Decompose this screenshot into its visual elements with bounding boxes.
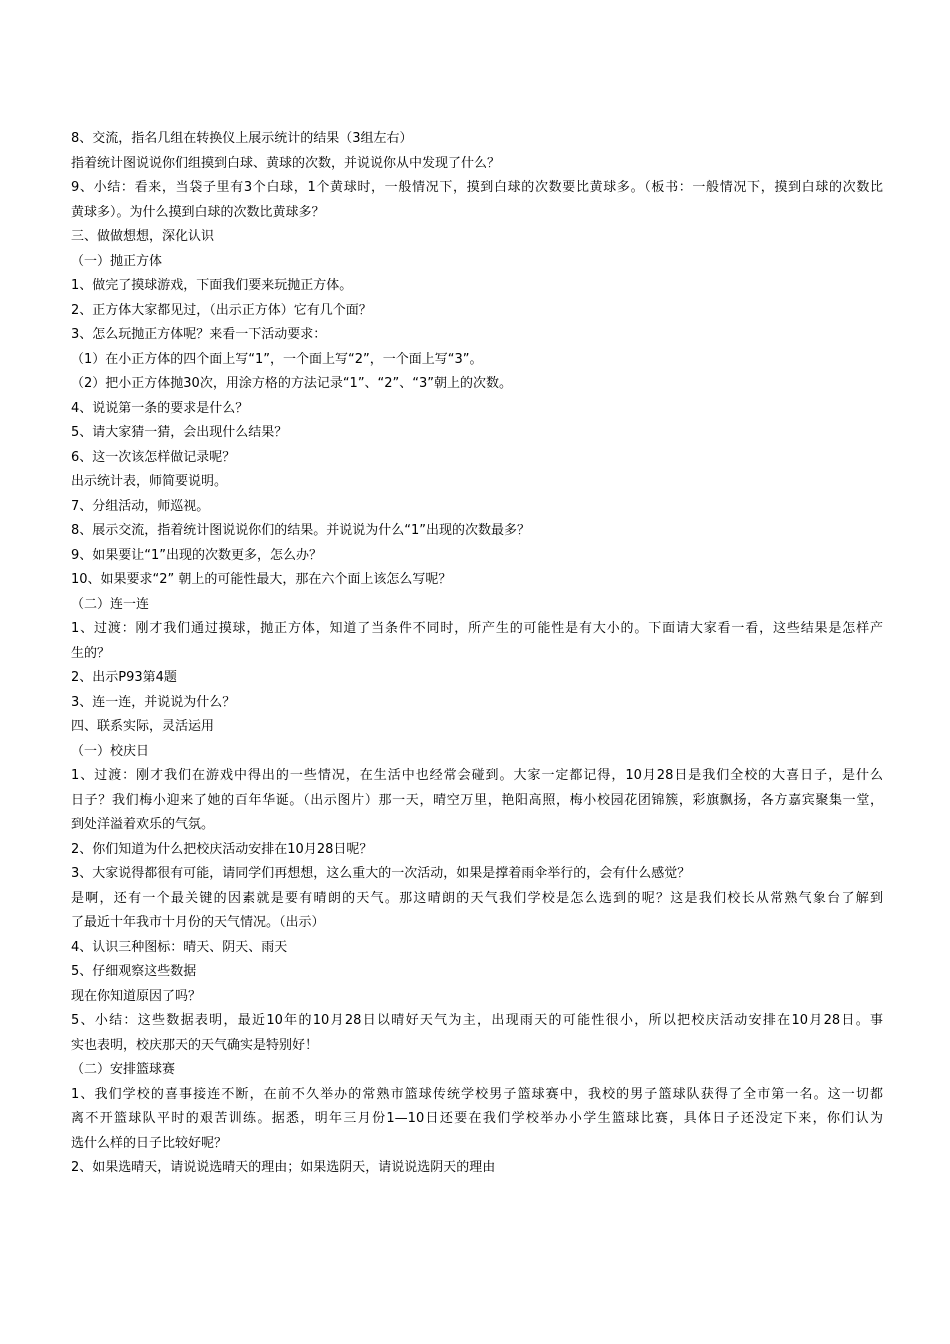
text-line: （1）在小正方体的四个面上写“1”，一个面上写“2”，一个面上写“3”。 (71, 351, 483, 367)
text-line: 出示统计表，师简要说明。 (71, 474, 228, 489)
text-line: （二）安排篮球赛 (71, 1062, 176, 1077)
text-line: 10、如果要求“2” 朝上的可能性最大，那在六个面上该怎么写呢？ (71, 572, 452, 587)
text-line: （一）校庆日 (71, 743, 150, 759)
text-line: 8、展示交流，指着统计图说说你们的结果。并说说为什么“1”出现的次数最多？ (71, 523, 531, 538)
text-line: 选什么样的日子比较好呢？ (71, 1135, 228, 1151)
text-line: 3、怎么玩抛正方体呢？来看一下活动要求： (71, 327, 327, 342)
text-line: 日子？我们梅小迎来了她的百年华诞。（出示图片）那一天，晴空万里，艳阳高照，梅小校园花团锦簇，彩旗飘扬，各方嘉宾聚集一堂， (71, 792, 883, 808)
text-line: （2）把小正方体抛30次，用涂方格的方法记录“1”、“2”、“3”朝上的次数。 (71, 376, 513, 391)
text-line: 5、请大家猜一猜，会出现什么结果？ (71, 425, 288, 440)
text-line: 生的？ (71, 645, 111, 661)
text-line: 7、分组活动，师巡视。 (71, 498, 210, 514)
text-line: 2、正方体大家都见过，（出示正方体）它有几个面？ (71, 302, 372, 318)
text-line: 5、小结：这些数据表明，最近10年的10月28日以晴好天气为主，出现雨天的可能性很小，所以把校庆活动安排在10月28日。事 (71, 1013, 883, 1028)
text-line: 三、做做想想，深化认识 (71, 229, 215, 244)
text-line: 1、过渡：刚才我们通过摸球，抛正方体，知道了当条件不同时，所产生的可能性是有大小的。下面请大家看一看，这些结果是怎样产 (71, 621, 883, 636)
text-line: （二）连一连 (71, 596, 150, 612)
text-line: 3、大家说得都很有可能，请同学们再想想，这么重大的一次活动，如果是撑着雨伞举行的，会有什么感觉？ (71, 866, 691, 881)
text-line: 四、联系实际，灵活运用 (71, 719, 215, 734)
text-line: 实也表明，校庆那天的天气确实是特别好！ (71, 1037, 319, 1053)
text-line: 5、仔细观察这些数据 (71, 964, 197, 979)
document-body (71, 127, 883, 1181)
text-line: 指着统计图说说你们组摸到白球、黄球的次数，并说说你从中发现了什么？ (71, 155, 501, 171)
text-line: 9、小结：看来，当袋子里有3个白球，1个黄球时，一般情况下，摸到白球的次数要比黄球多。（板书：一般情况下，摸到白球的次数比 (71, 180, 883, 195)
text-line: 黄球多）。为什么摸到白球的次数比黄球多？ (71, 204, 325, 220)
text-line: 6、这一次该怎样做记录呢？ (71, 449, 236, 465)
text-line: 1、做完了摸球游戏，下面我们要来玩抛正方体。 (71, 278, 353, 293)
text-line: （一）抛正方体 (71, 253, 163, 269)
text-line: 8、交流，指名几组在转换仪上展示统计的结果（3组左右） (71, 131, 413, 146)
text-line: 3、连一连，并说说为什么？ (71, 694, 236, 710)
text-line: 2、你们知道为什么把校庆活动安排在10月28日呢？ (71, 841, 373, 857)
text-line: 离不开篮球队平时的艰苦训练。据悉，明年三月份1—10日还要在我们学校举办小学生篮球比赛，具体日子还没定下来，你们认为 (71, 1111, 883, 1126)
text-line: 是啊，还有一个最关键的因素就是要有晴朗的天气。那这晴朗的天气我们学校是怎么选到的呢？这是我们校长从常熟气象台了解到 (71, 890, 883, 906)
text-line: 了最近十年我市十月份的天气情况。（出示） (71, 915, 325, 930)
text-line: 1、我们学校的喜事接连不断，在前不久举办的常熟市篮球传统学校男子篮球赛中，我校的男子篮球队获得了全市第一名。这一切都 (71, 1086, 883, 1102)
text-line: 2、出示P93第4题 (71, 670, 177, 685)
text-line: 9、如果要让“1”出现的次数更多，怎么办？ (71, 547, 323, 563)
text-line: 到处洋溢着欢乐的气氛。 (71, 817, 215, 832)
text-line: 1、过渡：刚才我们在游戏中得出的一些情况，在生活中也经常会碰到。大家一定都记得，10月28日是我们全校的大喜日子，是什么 (71, 768, 883, 783)
text-line: 4、认识三种图标：晴天、阴天、雨天 (71, 939, 288, 955)
text-line: 2、如果选晴天，请说说选晴天的理由；如果选阴天，请说说选阴天的理由 (71, 1160, 496, 1175)
text-line: 4、说说第一条的要求是什么？ (71, 400, 249, 416)
text-line: 现在你知道原因了吗？ (71, 988, 202, 1004)
